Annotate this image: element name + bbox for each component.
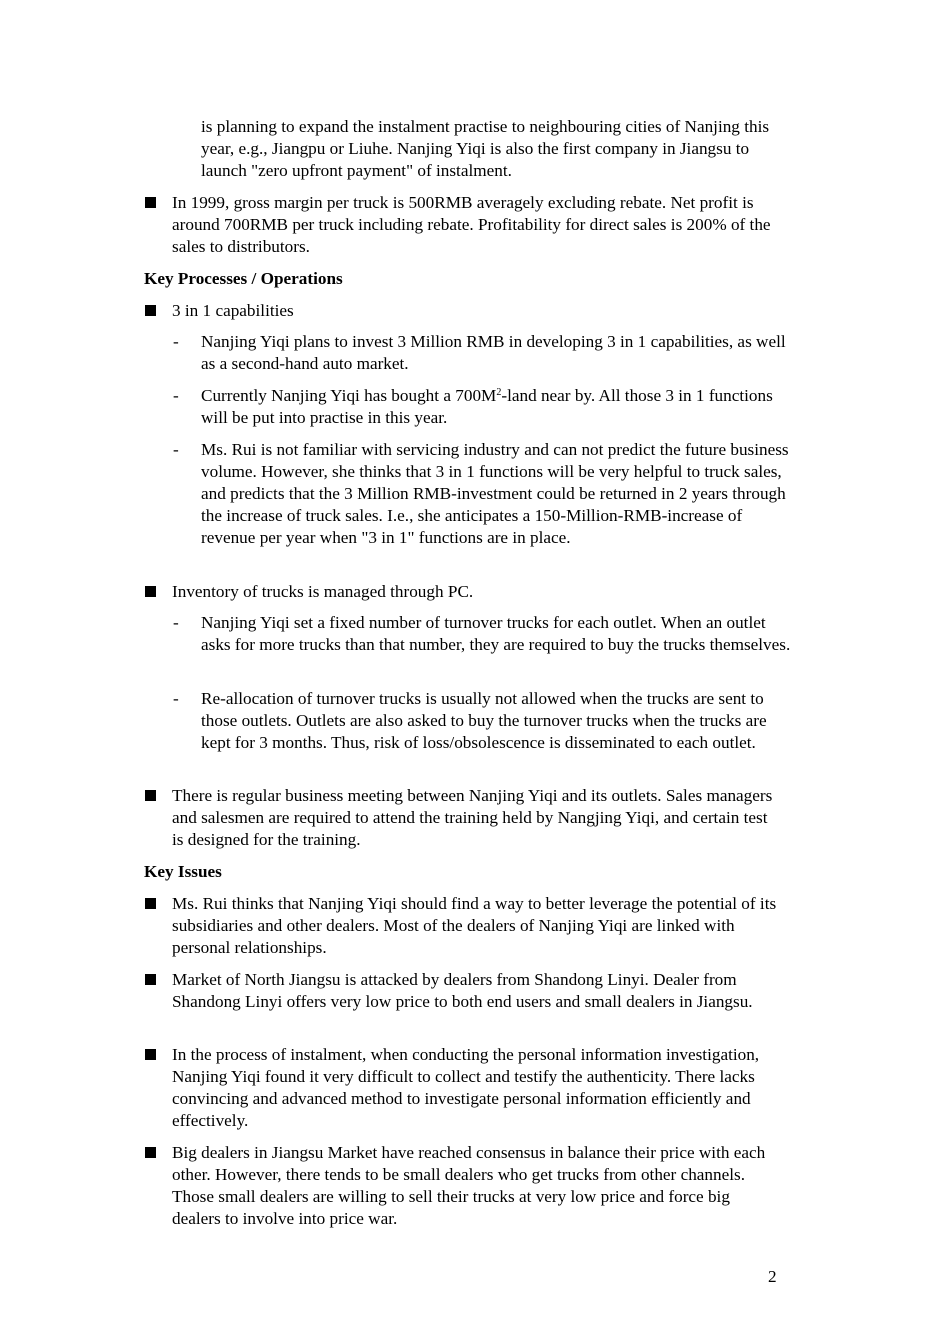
dash-bullet-icon: -: [173, 613, 179, 632]
issue-item: Big dealers in Jiangsu Market have reached consensus in balance their price with each other. However, there tends to be small dealers who get trucks from other channels. Those small dealers are willing to sell their trucks at very low price and force big dealers to involve into price war.: [172, 1143, 766, 1228]
square-bullet-icon: [145, 790, 156, 801]
meeting-paragraph: There is regular business meeting between Nanjing Yiqi and its outlets. Sales managers and salesmen are required to attend the training held by Nangjing Yiqi, and certain test is designed for the training.: [172, 786, 773, 849]
section-heading-issues: Key Issues: [144, 862, 222, 881]
capabilities-sub-3: Ms. Rui is not familiar with servicing industry and can not predict the future business volume. However, she thinks that 3 in 1 functions will be very helpful to truck sales, and predicts that the 3 Million RMB-investment could be returned in 2 years through the increase of truck sales. I.e., she anticipates a 150-Million-RMB-increase of revenue per year when "3 in 1" functions are in place.: [201, 440, 789, 547]
page-number: 2: [768, 1267, 777, 1286]
square-bullet-icon: [145, 586, 156, 597]
dash-bullet-icon: -: [173, 689, 179, 708]
capabilities-sub-2: [201, 385, 791, 429]
capabilities-label: 3 in 1 capabilities: [172, 301, 294, 320]
dash-bullet-icon: -: [173, 332, 179, 351]
gross-margin-paragraph: In 1999, gross margin per truck is 500RMB averagely excluding rebate. Net profit is around 700RMB per truck including rebate. Profitability for direct sales is 200% of the sales to distributors.: [172, 193, 771, 256]
continued-paragraph: is planning to expand the instalment practise to neighbouring cities of Nanjing this year, e.g., Jiangpu or Liuhe. Nanjing Yiqi is also the first company in Jiangsu to launch "zero upfront payment" of instalment.: [201, 117, 770, 180]
dash-bullet-icon: -: [173, 386, 179, 405]
issue-item: In the process of instalment, when conducting the personal information investigation, Nanjing Yiqi found it very difficult to collect and testify the authenticity. There lacks convincing and advanced method to investigate personal information efficiently and effectively.: [172, 1045, 760, 1130]
issue-item: Ms. Rui thinks that Nanjing Yiqi should find a way to better leverage the potential of its subsidiaries and other dealers. Most of the dealers of Nanjing Yiqi are linked with personal relationships.: [172, 894, 777, 957]
superscript-two: 2: [496, 387, 502, 398]
inventory-label: Inventory of trucks is managed through PC.: [172, 582, 474, 601]
capabilities-sub-2-start: Currently Nanjing Yiqi has bought a 700M: [201, 386, 497, 405]
square-bullet-icon: [145, 197, 156, 208]
capabilities-sub-2-end: -land near by. All those 3 in 1 functions will be put into practise in this year.: [201, 386, 773, 427]
dash-bullet-icon: -: [173, 440, 179, 459]
inventory-sub-2: Re-allocation of turnover trucks is usually not allowed when the trucks are sent to those outlets. Outlets are also asked to buy the turnover trucks when the trucks are kept for 3 months. Thus, risk of loss/obsolescence is disseminated to each outlet.: [201, 689, 767, 752]
square-bullet-icon: [145, 974, 156, 985]
capabilities-sub-1: Nanjing Yiqi plans to invest 3 Million RMB in developing 3 in 1 capabilities, as well as a second-hand auto market.: [201, 332, 786, 373]
inventory-sub-1: Nanjing Yiqi set a fixed number of turnover trucks for each outlet. When an outlet asks for more trucks than that number, they are required to buy the trucks themselves.: [201, 613, 791, 654]
square-bullet-icon: [145, 305, 156, 316]
square-bullet-icon: [145, 1049, 156, 1060]
issue-item: Market of North Jiangsu is attacked by dealers from Shandong Linyi. Dealer from Shandong Linyi offers very low price to both end users and small dealers in Jiangsu.: [172, 970, 753, 1011]
square-bullet-icon: [145, 1147, 156, 1158]
section-heading-operations: Key Processes / Operations: [144, 269, 343, 288]
square-bullet-icon: [145, 898, 156, 909]
